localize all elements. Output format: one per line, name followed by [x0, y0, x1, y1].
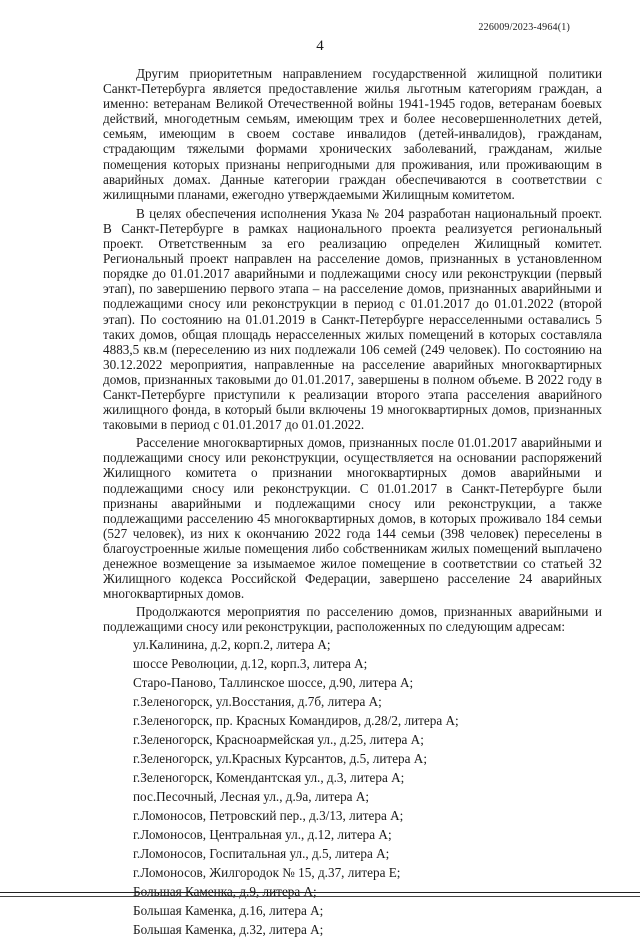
list-item: ул.Калинина, д.2, корп.2, литера А;: [133, 637, 331, 653]
paragraph-resettlement-after-2017: Расселение многоквартирных домов, признанных после 01.01.2017 аварийными и подлежащими сносу или реконструкции, осуществляется на основании распоряжений Жилищного комитета о признании многоквартирных домов аварийными и подлежащими сносу или реконструкции. С 01.01.2017 в Санкт-Петербурге были признаны аварийными и подлежащими сносу или реконструкции, а также подлежащими расселению 45 многоквартирных домов, в которых проживало 184 семьи (527 человек), из них к окончанию 2022 года 144 семьи (398 человек) переселены в благоустроенные жилые помещения либо собственникам жилых помещений выплачено денежное возмещение за изымаемое жилое помещение в соответствии со статьей 32 Жилищного кодекса Российской Федерации, завершено расселение 24 аварийных многоквартирных домов.: [103, 435, 602, 602]
list-item: г.Ломоносов, Жилгородок № 15, д.37, литера Е;: [133, 865, 401, 881]
list-item: Большая Каменка, д.16, литера А;: [133, 903, 324, 919]
list-item: г.Ломоносов, Петровский пер., д.3/13, литера А;: [133, 808, 404, 824]
list-item: г.Зеленогорск, Красноармейская ул., д.25, литера А;: [133, 732, 424, 748]
list-item: г.Зеленогорск, ул.Восстания, д.7б, литера А;: [133, 694, 382, 710]
page-number: 4: [316, 38, 324, 54]
list-item: г.Ломоносов, Центральная ул., д.12, литера А;: [133, 827, 392, 843]
list-item: г.Ломоносов, Госпитальная ул., д.5, литера А;: [133, 846, 390, 862]
list-item: г.Зеленогорск, Комендантская ул., д.3, литера А;: [133, 770, 405, 786]
paragraph-housing-policy: Другим приоритетным направлением государственной жилищной политики Санкт-Петербурга является предоставление жилья льготным категориям граждан, а именно: ветеранам Великой Отечественной войны 1941-1945 годов, ветеранам боевых действий, многодетным семьям, имеющим трех и более несовершеннолетних детей, семьям, имеющим в своем составе инвалидов (детей-инвалидов), гражданам, страдающим тяжелыми формами хронических заболеваний, гражданам, жилые помещения которых признаны непригодными для проживания, или проживающим в аварийных домах. Данные категории граждан обеспечиваются в соответствии с жилищными планами, ежегодно утверждаемыми Жилищным комитетом.: [103, 66, 602, 202]
list-item: шоссе Революции, д.12, корп.3, литера А;: [133, 656, 368, 672]
list-item: пос.Песочный, Лесная ул., д.9а, литера А;: [133, 789, 370, 805]
list-item: г.Зеленогорск, пр. Красных Командиров, д.28/2, литера А;: [133, 713, 459, 729]
document-id: 226009/2023-4964(1): [478, 22, 570, 33]
list-item: Старо-Паново, Таллинское шоссе, д.90, литера А;: [133, 675, 414, 691]
paragraph-national-project: В целях обеспечения исполнения Указа № 204 разработан национальный проект. В Санкт-Петербурге в рамках национального проекта реализуется региональный проект. Ответственным за его реализацию определен Жилищный комитет. Региональный проект направлен на расселение домов, признанных в установленном порядке до 01.01.2017 аварийными и подлежащими сносу или реконструкции (первый этап), по завершению первого этапа – на расселение домов, признанных аварийными и подлежащими сносу или реконструкции в период с 01.01.2017 до 01.01.2022 (второй этап). По состоянию на 01.01.2019 в Санкт-Петербурге нерасселенными оставались 5 таких домов, общая площадь нерасселенных жилых помещений в которых составляла 4883,5 кв.м (переселению из них подлежали 106 семей (249 человек). По состоянию на 30.12.2022 мероприятия, направленные на расселение аварийных многоквартирных домов, признанных таковыми до 01.01.2017, завершены в полном объеме. В 2022 году в Санкт-Петербурге приступили к реализации второго этапа расселения аварийного жилищного фонда, в который были включены 19 многоквартирных домов, признанных таковыми в период с 01.01.2017 до 01.01.2022.: [103, 205, 602, 433]
paragraph-ongoing-measures: Продолжаются мероприятия по расселению домов, признанных аварийными и подлежащими сносу или реконструкции, расположенных по следующим адресам:: [103, 604, 602, 635]
document-body: [103, 66, 602, 941]
list-item: Большая Каменка, д.32, литера А;: [133, 922, 324, 938]
list-item: Большая Каменка, д.9, литера А;: [133, 884, 317, 900]
page-bottom-divider: [0, 892, 640, 897]
list-item: г.Зеленогорск, ул.Красных Курсантов, д.5, литера А;: [133, 751, 427, 767]
